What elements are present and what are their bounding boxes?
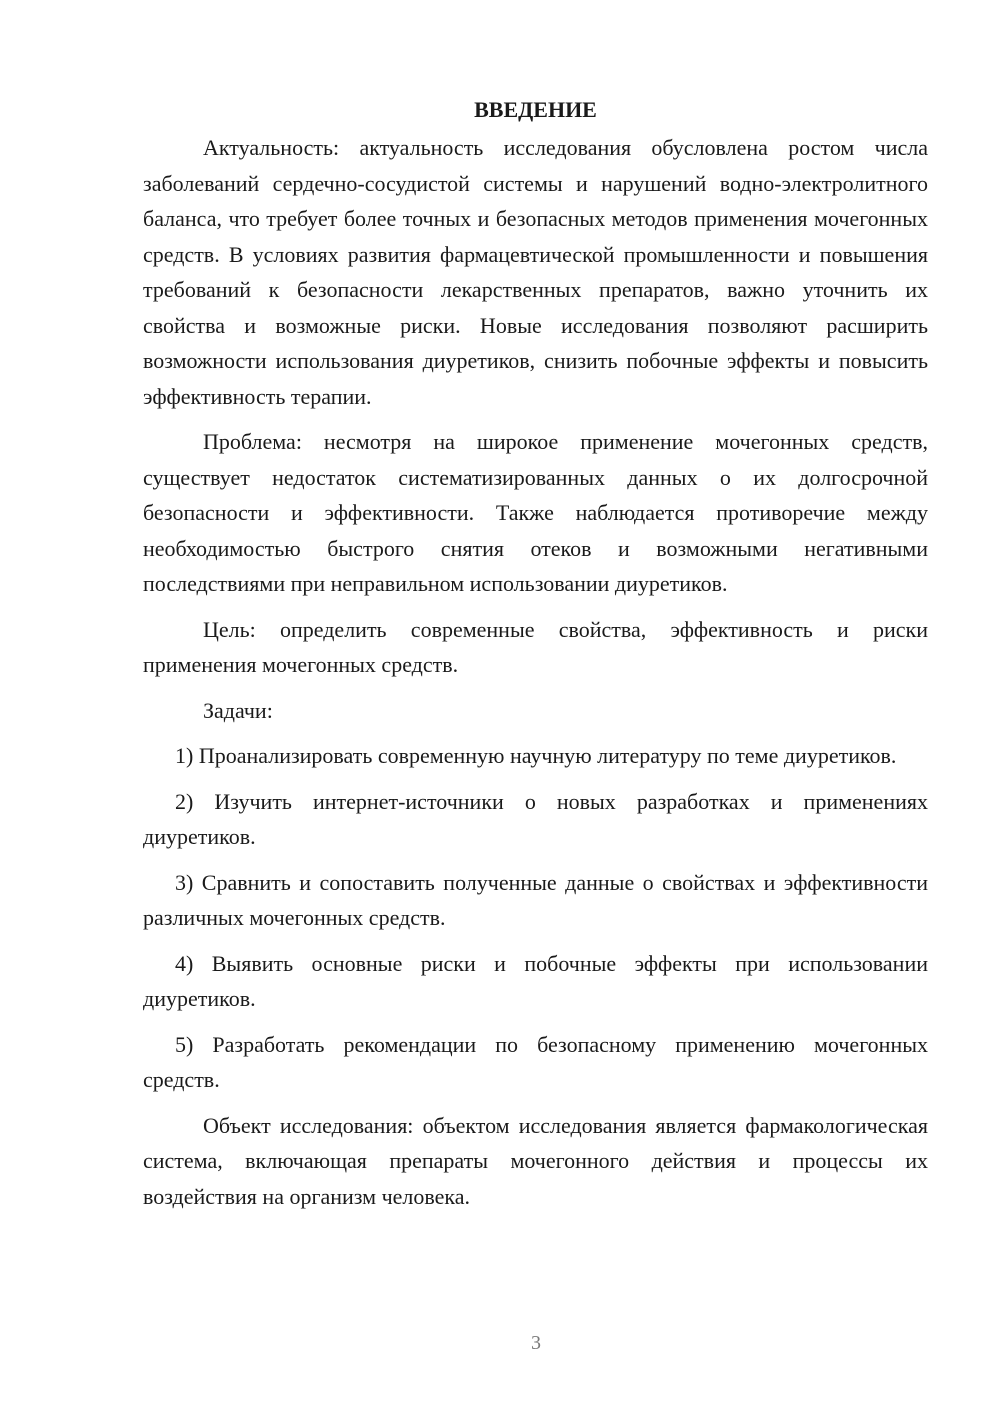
document-page — [143, 92, 928, 1224]
task-item-2: 2) Изучить интернет-источники о новых разработках и применениях диуретиков. — [143, 788, 928, 849]
section-heading: ВВЕДЕНИЕ — [474, 97, 597, 122]
page-number: 3 — [531, 1332, 541, 1354]
paragraph-goal: Цель: определить современные свойства, эффективность и риски применения мочегонных средств. — [143, 616, 928, 677]
paragraph-problem: Проблема: несмотря на широкое применение мочегонных средств, существует недостаток систематизированных данных о их долгосрочной безопасности и эффективности. Также наблюдается противоречие между необходимостью быстрого снятия отеков и возможными негативными последствиями при неправильном использовании диуретиков. — [143, 429, 928, 596]
task-item-1: 1) Проанализировать современную научную литературу по теме диуретиков. — [175, 743, 897, 768]
task-item-4: 4) Выявить основные риски и побочные эффекты при использовании диуретиков. — [143, 950, 928, 1011]
paragraph-object: Объект исследования: объектом исследования является фармакологическая система, включающая препараты мочегонного действия и процессы их воздействия на организм человека. — [143, 1112, 928, 1209]
tasks-label: Задачи: — [203, 697, 273, 723]
task-item-5: 5) Разработать рекомендации по безопасному применению мочегонных средств. — [143, 1031, 928, 1092]
task-item-3: 3) Сравнить и сопоставить полученные данные о свойствах и эффективности различных мочегонных средств. — [143, 869, 928, 930]
paragraph-relevance: Актуальность: актуальность исследования обусловлена ростом числа заболеваний сердечно-сосудистой системы и нарушений водно-электролитного баланса, что требует более точных и безопасных методов применения мочегонных средств. В условиях развития фармацевтической промышленности и повышения требований к безопасности лекарственных препаратов, важно уточнить их свойства и возможные риски. Новые исследования позволяют расширить возможности использования диуретиков, снизить побочные эффекты и повысить эффективность терапии. — [143, 135, 928, 409]
